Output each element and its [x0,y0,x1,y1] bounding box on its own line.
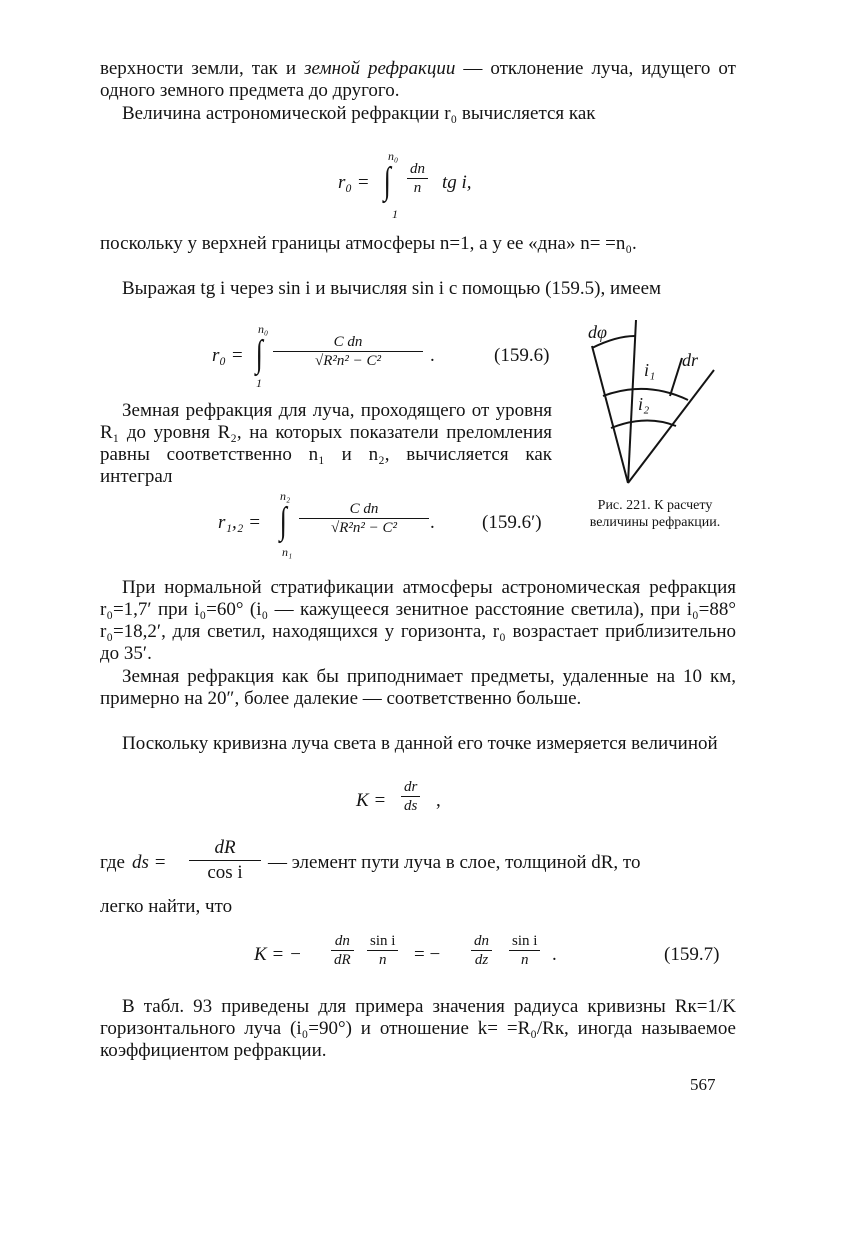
paragraph-5: Земная рефракция для луча, проходящего от уровня R₁ до уровня R₂, на которых показатели преломления равны соответственно n₁ и n₂, вычисляется как интеграл [100,400,552,487]
paragraph-8: Поскольку кривизна луча света в данной его точке измеряется величиной [122,733,718,754]
equation-159-6: r₀ = n₀ ∫ 1 $\frac{\text{C dn}}{\text{√R²n² − C²}}$ . (159.6) [212,322,550,390]
page-number: 567 [690,1075,716,1094]
label-dphi: dφ [588,322,607,342]
paragraph-4: Выражая tg i через sin i и вычисляя sin i с помощью (159.5), имеем [122,278,662,299]
right-ray-line [628,370,714,483]
equation-number: (159.6′) [482,512,542,533]
equation-number: (159.7) [664,944,720,965]
equation-number: (159.6) [494,345,550,366]
book-page: верхности земли, так и земной рефракции — отклонение луча, идущего от одного земного предмета до другого. Величина астрономической рефракции r₀ вычисляется как r₀ = n₀ ∫ 1 $\frac{dn}{n}$ tg i, поскольку у верхней границы атмосферы n=1, а у ее «дна» n= =n₀. Выражая tg i через sin i и вычисляя sin i с помощью (159.5), имеем r₀ = n₀ ∫ 1 $\frac{\text{C dn}}{\text{√R²n² − C²}}$ . (159.6) Земная рефракция для луча, проходящего от уровня R₁ до уровня R₂, на которых показатели преломления равны соответственно n₁ и n₂, вычисляется как интеграл r₁,₂ = n₂ ∫ n₁ $\frac{\text{C dn}}{\text{√R²n² − C²}}$ . (159.6′) dφ i₁ i₂ dr Рис. 221. К расчету величины рефракции. При нормальной стратификации атмосферы астрономическая рефракция r₀=1,7′ при i₀=60° (i₀ — кажущееся зенитное расстояние светила), при i₀=88° r₀=18,2′, для светил, находящихся у горизонта, r₀ возрастает приблизительно до 35′. Земная рефракция как бы приподнимает предметы, удаленные на 10 км, примерно на 20″, более далекие — соответственно больше. Поскольку кривизна луча света в данной его точке измеряется величиной K = $\frac{dr}{ds}$ , где ds = $\frac{dR}{\text{cos i}}$ — элемент пути луча в слое, толщиной dR, то легко найти, что K = − $\frac{dn}{dR}$ $\frac{\text{sin i}}{n}$ = − $\frac{dn}{dz}$ $\frac{\text{sin i}}{n}$ . (159.7) В табл. 93 приведены для примера значения радиуса кривизны Rк=1/K горизонтального луча (i₀=90°) и отношение k= =R₀/Rк, иногда называемое коэффициентом рефракции. 567 [0,0,858,1238]
label-i2: i₂ [638,394,650,414]
paragraph-6: При нормальной стратификации атмосферы астрономическая рефракция r₀=1,7′ при i₀=60° (i₀ — кажущееся зенитное расстояние светила), при i₀=88° r₀=18,2′, для светил, находящихся у горизонта, r₀ возрастает приблизительно до 35′. [100,577,736,664]
refraction-ray-figure [586,318,726,490]
paragraph-3: поскольку у верхней границы атмосферы n=1, а у ее «дна» n= =n₀. [100,233,637,254]
paragraph-10: легко найти, что [100,896,233,917]
center-radius-line [628,320,636,483]
paragraph-2: Величина астрономической рефракции r₀ вычисляется как [122,103,596,124]
paragraph-7: Земная рефракция как бы приподнимает предметы, удаленные на 10 км, примерно на 20″, более далекие — соответственно больше. [100,666,736,709]
dr-marker [670,358,682,396]
lower-layer-arc [611,420,676,428]
label-i1: i₁ [644,360,656,380]
left-radius-line [592,346,628,483]
equation-159-7: K = − $\frac{dn}{dR}$ $\frac{\text{sin i}}{n}$ = − $\frac{dn}{dz}$ $\frac{\text{sin i}}{n}$ . (159.7) [254,933,720,968]
figure-caption: Рис. 221. К расчету величины рефракции. [589,498,721,530]
equation-159-6-prime: r₁,₂ = n₂ ∫ n₁ $\frac{\text{C dn}}{\text{√R²n² − C²}}$ . (159.6′) [218,489,542,559]
ds-definition-line: где ds = $\frac{dR}{\text{cos i}}$ — элемент пути луча в слое, толщиной dR, то [100,837,641,883]
label-dr: dr [682,350,699,370]
paragraph-11: В табл. 93 приведены для примера значения радиуса кривизны Rк=1/K горизонтального луча (i₀=90°) и отношение k= =R₀/Rк, иногда называемое коэффициентом рефракции. [100,996,736,1061]
paragraph-1: верхности земли, так и земной рефракции — отклонение луча, идущего от одного земного предмета до другого. [100,58,736,101]
